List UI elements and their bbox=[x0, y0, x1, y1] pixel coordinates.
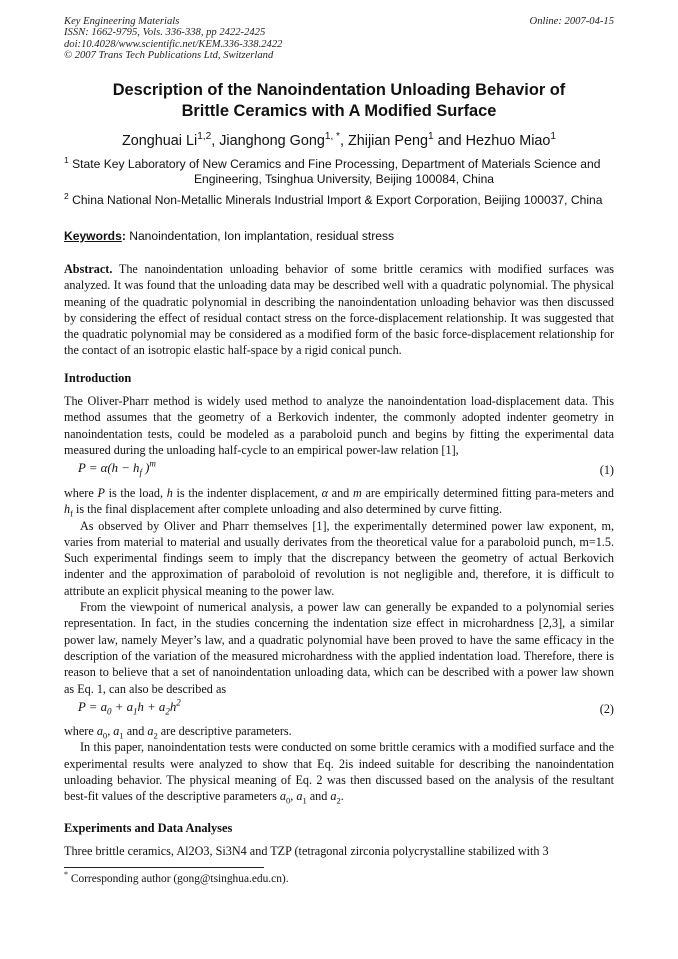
author-affiliation-mark: 1 bbox=[427, 131, 434, 143]
author-name: Hezhuo Miao bbox=[465, 133, 551, 149]
journal-name: Key Engineering Materials bbox=[64, 16, 180, 27]
intro-paragraph-1 bbox=[64, 393, 614, 458]
affiliation-line: Engineering, Tsinghua University, Beijing 100084, China bbox=[193, 172, 495, 187]
text: In this paper, nanoindentation tests were conducted on some brittle ceramics with a modified surface and the experimental results were analyzed to show that Eq. 2is indeed suitable for describing the nanoindentation unloading behavior. The physical meaning of Eq. 2 was then discussed based on the analysis of the resultant best-fit values of the descriptive parameters bbox=[64, 740, 614, 804]
abstract bbox=[64, 261, 614, 359]
keywords: Keywords: Nanoindentation, Ion implantation, residual stress bbox=[64, 229, 395, 243]
footnote bbox=[64, 870, 289, 885]
paper-title bbox=[40, 80, 638, 122]
title-line-2: Brittle Ceramics with A Modified Surface bbox=[181, 102, 497, 120]
title-line-1: Description of the Nanoindentation Unloading Behavior of bbox=[112, 81, 566, 99]
paragraph-text: From the viewpoint of numerical analysis, a power law can generally be expanded to a polynomial series representation. In fact, in the studies concerning the indentation size effect in microhardness [2,3], a similar power law, namely Meyer’s law, and a quadratic polynomial have been proved to have the same efficacy in the description of the variation of the measured microhardness with the applied indentation load. Therefore, there is reason to believe that a set of nanoindentation unloading data, which can be described with a power law shown as Eq. 1, can also be described as bbox=[64, 600, 614, 696]
intro-paragraph-3: where $a_0$, $a_1$ and $a_2$ are descriptive parameters. In this paper, nanoindentation tests were conducted on some brittle ceramics with a modified surface and the experimental results were analyzed to show that Eq. 2is indeed suitable for describing the nanoindentation unloading behavior. The physical meaning of Eq. 2 was then discussed based on the analysis of the resultant best-fit values of the descriptive parameters $a_0$, $a_1$ and $a_2$. bbox=[64, 724, 614, 806]
abstract-text: The nanoindentation unloading behavior of some brittle ceramics with modified surfaces was analyzed. It was found that the unloading data may be described well with a quadratic polynomial. The physical meaning of the quadratic polynomial in describing the nanoindentation unloading behavior was then discussed by considering the effect of residual contact stress on the force-displacement relationship. It was suggested that the quadratic polynomial may be considered as a modified form of the basic force-displacement relationship for the contact of an isotropic elastic half-space by a rigid conical punch. bbox=[64, 262, 614, 358]
keywords-label: Keywords bbox=[64, 229, 122, 243]
author-separator: , bbox=[339, 133, 348, 149]
text: where bbox=[64, 486, 98, 500]
author-affiliation-mark: 1,2 bbox=[197, 131, 212, 143]
introduction-heading: Introduction bbox=[64, 371, 132, 385]
author-affiliation-mark: 1, * bbox=[324, 131, 340, 143]
issn-line: ISSN: 1662-9795, Vols. 336-338, pp 2422-2425 bbox=[64, 27, 266, 39]
affiliation-mark: 2 bbox=[64, 190, 69, 201]
footnote-text: Corresponding author (gong@tsinghua.edu.cn). bbox=[70, 873, 289, 885]
text: are descriptive parameters. bbox=[160, 724, 292, 738]
text: and bbox=[327, 486, 353, 500]
footnote-mark: * bbox=[64, 870, 68, 880]
author-separator: , bbox=[211, 133, 220, 149]
text: is the indenter displacement, bbox=[172, 486, 322, 500]
affiliation-2 bbox=[64, 190, 616, 208]
author-separator: and bbox=[433, 133, 466, 149]
footnote-divider bbox=[64, 867, 264, 868]
intro-paragraph-2: where P is the load, h is the indenter displacement, α and m are empirically determined fitting para-meters and $h_f$ is the final displacement after complete unloading and also determined by curve fitting. As observed by Oliver and Pharr themselves [1], the experimentally determined power law exponent, m, varies from material to material and usually derivates from the theoretical value for a paraboloid punch, m=1.5. Such experimental findings seem to imply that the discrepancy between the geometry of actual Berkovich indenter and the approximation of paraboloid of revolution is not negligible and, therefore, it is difficult to attribute an explicit physical meaning to the power law. From the viewpoint of numerical analysis, a power law can generally be expanded to a polynomial series representation. In fact, in the studies concerning the indentation size effect in microhardness [2,3], a similar power law, namely Meyer’s law, and a quadratic polynomial have been proved to have the same efficacy in the description of the variation of the measured microhardness with the applied indentation load. Therefore, there is reason to believe that a set of nanoindentation unloading data, which can be described with a power law shown as Eq. 1, can also be described as bbox=[64, 486, 614, 696]
keywords-text: Nanoindentation, Ion implantation, residual stress bbox=[129, 229, 395, 243]
affiliation-1 bbox=[64, 154, 616, 187]
text: is the final displacement after complete unloading and also determined by curve fitting. bbox=[72, 502, 503, 517]
copyright-line: © 2007 Trans Tech Publications Ltd, Switzerland bbox=[64, 50, 274, 62]
equation-2: $P = a_0 + a_1h + a_2h^2$ bbox=[78, 697, 181, 717]
text: are empirically determined fitting para-meters and bbox=[361, 486, 614, 500]
online-date: Online: 2007-04-15 bbox=[529, 16, 614, 27]
equation-1-number: (1) bbox=[599, 463, 614, 477]
author-list bbox=[40, 133, 638, 149]
affiliation-line: State Key Laboratory of New Ceramics and Fine Processing, Department of Materials Science and bbox=[72, 157, 601, 171]
affiliation-line: China National Non-Metallic Minerals Industrial Import & Export Corporation, Beijing 100037, China bbox=[72, 193, 603, 207]
author-affiliation-mark: 1 bbox=[550, 131, 557, 143]
experiments-heading: Experiments and Data Analyses bbox=[64, 821, 233, 835]
abstract-label: Abstract. bbox=[64, 262, 113, 276]
author-name: Zhijian Peng bbox=[347, 133, 428, 149]
paragraph-text: Three brittle ceramics, Al2O3, Si3N4 and TZP (tetragonal zirconia polycrystalline stabilized with 3 bbox=[64, 844, 549, 858]
doi-line: doi:10.4028/www.scientific.net/KEM.336-338.2422 bbox=[64, 38, 283, 50]
author-name: Jianghong Gong bbox=[219, 133, 325, 149]
affiliation-mark: 1 bbox=[64, 154, 69, 165]
experiments-paragraph bbox=[64, 843, 614, 859]
equation-1: $P = \alpha(h - h_f$ )$^m$ bbox=[78, 458, 156, 478]
paragraph-text: The Oliver-Pharr method is widely used method to analyze the nanoindentation load-displacement data. This method assumes that the geometry of a Berkovich indenter, the commonly adopted indenter geometry in nanoindentation tests, could be modeled as a paraboloid punch and begins by fitting the experimental data measured during the unloading half-cycle to an empirical power-law relation [1], bbox=[64, 394, 614, 457]
paragraph-text: As observed by Oliver and Pharr themselves [1], the experimentally determined power law exponent, m, varies from material to material and usually derivates from the theoretical value for a paraboloid punch, m=1.5. Such experimental findings seem to imply that the discrepancy between the geometry of actual Berkovich indenter and the approximation of paraboloid of revolution is not negligible and, therefore, it is difficult to attribute an explicit physical meaning to the power law. bbox=[64, 518, 614, 598]
author-name: Zonghuai Li bbox=[121, 133, 198, 149]
text: is the load, bbox=[104, 486, 167, 500]
journal-header bbox=[64, 16, 282, 62]
equation-2-number: (2) bbox=[599, 702, 614, 716]
